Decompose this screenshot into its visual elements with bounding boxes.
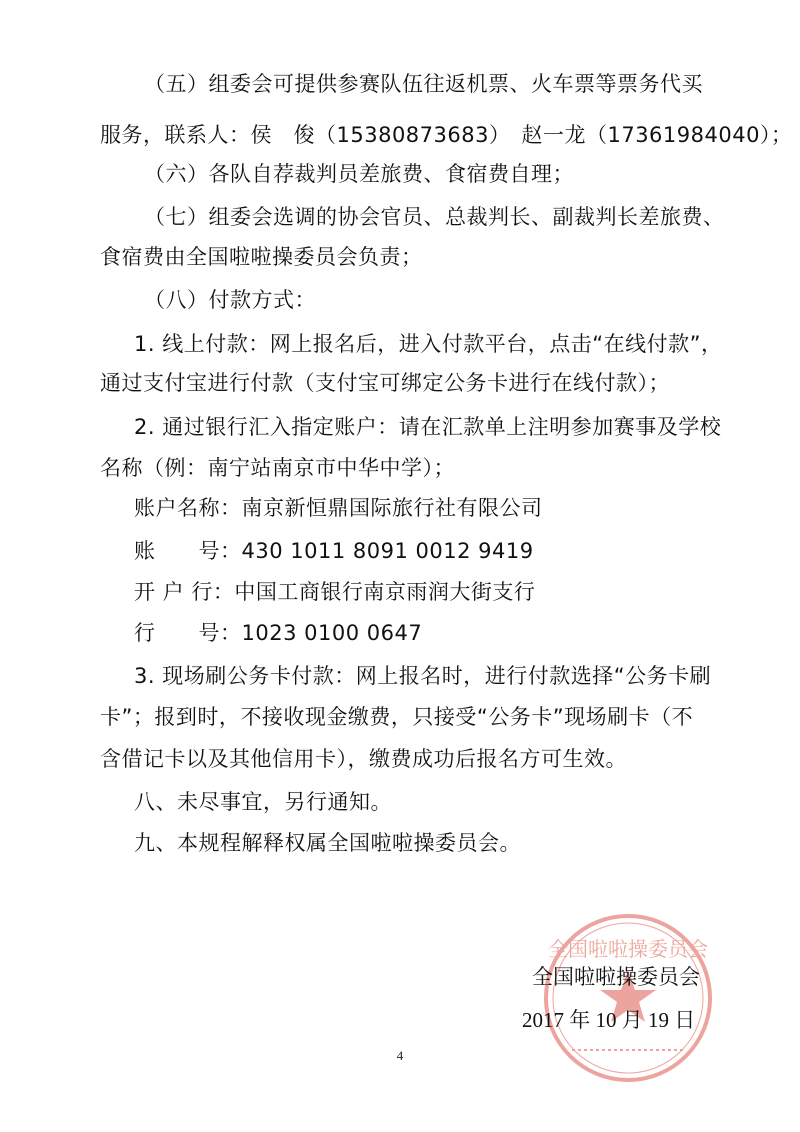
signature-org: 全国啦啦操委员会 (532, 965, 700, 989)
paragraph-line: 2. 通过银行汇入指定账户：请在汇款单上注明参加赛事及学校 (134, 415, 722, 439)
paragraph-line: 八、未尽事宜，另行通知。 (134, 790, 392, 814)
paragraph-line: 通过支付宝进行付款（支付宝可绑定公务卡进行在线付款）； (100, 371, 670, 395)
signature-date: 2017 年 10 月 19 日 (522, 1008, 696, 1032)
account-name-line: 账户名称：南京新恒鼎国际旅行社有限公司 (134, 496, 543, 520)
paragraph-line: （八）付款方式： (144, 288, 316, 312)
paragraph-line: 3. 现场刷公务卡付款：网上报名时，进行付款选择“公务卡刷 (134, 664, 712, 688)
bank-branch-line: 开 户 行：中国工商银行南京雨润大街支行 (134, 580, 536, 604)
paragraph-line: 卡”；报到时，不接收现金缴费，只接受“公务卡”现场刷卡（不 (100, 705, 694, 729)
paragraph-line: 含借记卡以及其他信用卡），缴费成功后报名方可生效。 (100, 747, 627, 771)
paragraph-line: （七）组委会选调的协会官员、总裁判长、副裁判长差旅费、 (144, 205, 725, 229)
bank-code-line: 行 号：1023 0100 0647 (134, 621, 423, 645)
paragraph-line: 1. 线上付款：网上报名后，进入付款平台，点击“在线付款”， (134, 332, 723, 356)
paragraph-line: 九、本规程解释权属全国啦啦操委员会。 (134, 831, 521, 855)
page-number: 4 (396, 1048, 404, 1063)
svg-text:全国啦啦操委员会: 全国啦啦操委员会 (548, 937, 708, 961)
paragraph-line: （六）各队自荐裁判员差旅费、食宿费自理； (144, 162, 574, 186)
account-number-line: 账 号：430 1011 8091 0012 9419 (134, 539, 534, 563)
paragraph-line: （五）组委会可提供参赛队伍往返机票、火车票等票务代买 (144, 72, 703, 96)
paragraph-line: 食宿费由全国啦啦操委员会负责； (100, 245, 423, 269)
paragraph-line: 名称（例：南宁站南京市中华中学）； (100, 456, 455, 480)
paragraph-line: 服务，联系人：侯 俊（15380873683） 赵一龙（17361984040）； (100, 123, 793, 147)
